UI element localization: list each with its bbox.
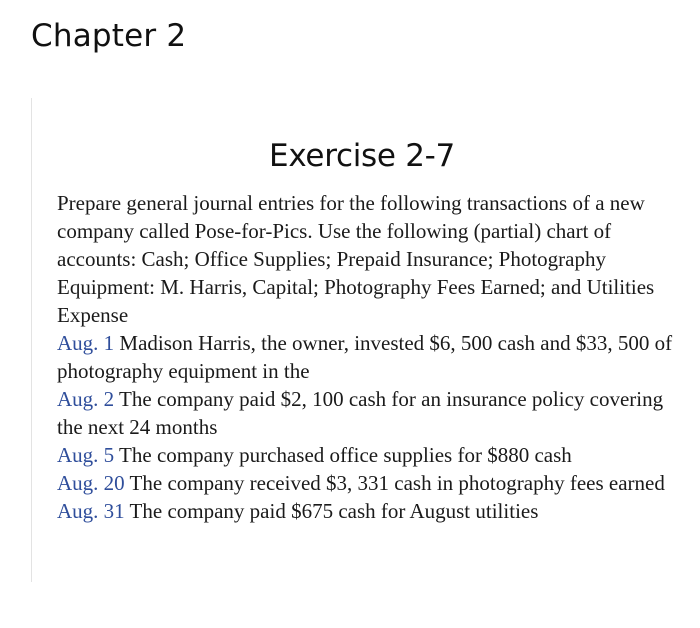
- transaction-item: [57, 329, 677, 385]
- transaction-item: [57, 469, 677, 497]
- transaction-description: Madison Harris, the owner, invested $6, 500 cash and $33, 500 of photography equipment in the: [57, 331, 673, 383]
- exercise-instructions: Prepare general journal entries for the following transactions of a new company called Pose-for-Pics. Use the following (partial) chart of accounts: Cash; Office Supplies; Prepaid Insurance; Photography Equipment: M. Harris, Capital; Photography Fees Earned; and Utilities Expense: [57, 191, 655, 327]
- transaction-item: [57, 441, 677, 469]
- exercise-title: Exercise 2-7: [269, 138, 455, 174]
- transaction-date: Aug. 31: [57, 499, 125, 523]
- transaction-description: The company paid $2, 100 cash for an insurance policy covering the next 24 months: [57, 387, 664, 439]
- transaction-item: [57, 385, 677, 441]
- transaction-date: Aug. 5: [57, 443, 115, 467]
- exercise-body: [57, 189, 677, 525]
- transaction-item: [57, 497, 677, 525]
- transaction-date: Aug. 20: [57, 471, 125, 495]
- transaction-description: The company purchased office supplies for $880 cash: [119, 443, 572, 467]
- exercise-slide: [31, 98, 692, 582]
- transaction-date: Aug. 2: [57, 387, 115, 411]
- transaction-description: The company paid $675 cash for August utilities: [129, 499, 539, 523]
- chapter-title: Chapter 2: [31, 18, 187, 54]
- transaction-description: The company received $3, 331 cash in photography fees earned: [129, 471, 665, 495]
- transaction-date: Aug. 1: [57, 331, 115, 355]
